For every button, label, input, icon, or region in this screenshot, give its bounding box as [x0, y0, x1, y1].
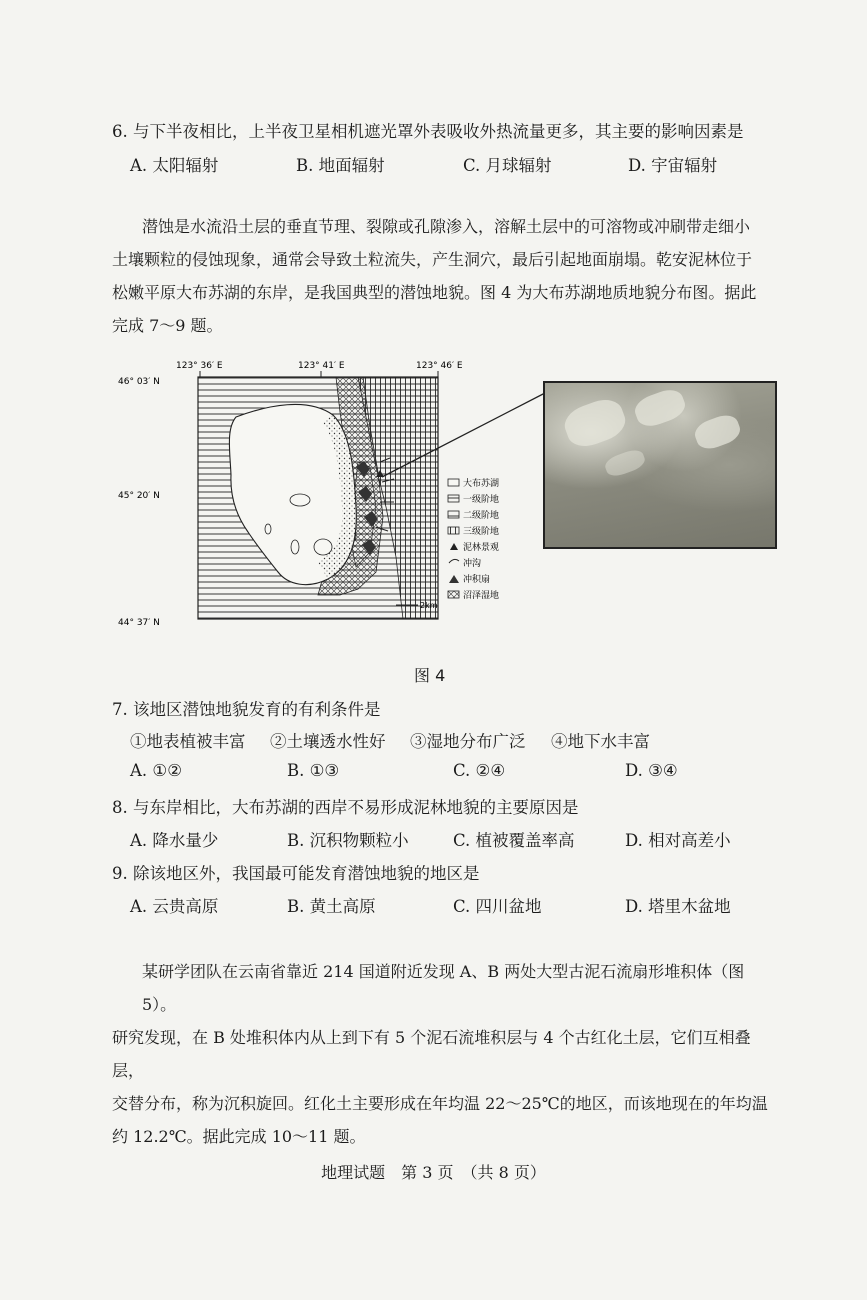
- q7-option-d: D. ③④: [625, 761, 678, 780]
- q6-stem: 6. 与下半夜相比，上半夜卫星相机遮光罩外表吸收外热流量更多，其主要的影响因素是: [112, 122, 744, 141]
- passage-line: 松嫩平原大布苏湖的东岸，是我国典型的潜蚀地貌。图 4 为大布苏湖地质地貌分布图。据此: [112, 283, 757, 302]
- legend-label: 三级阶地: [463, 527, 500, 537]
- scale-label: 2km: [420, 601, 438, 610]
- passage-line: 某研学团队在云南省靠近 214 国道附近发现 A、B 两处大型古泥石流扇形堆积体（图 5）。: [142, 962, 745, 1014]
- photo-texture: [603, 447, 647, 479]
- q7-option-b: B. ①③: [287, 761, 340, 780]
- legend-swatch-lake: [448, 479, 459, 486]
- island: [291, 540, 299, 554]
- q6-option-b: B. 地面辐射: [296, 156, 385, 175]
- q7-condition-1: ①地表植被丰富: [130, 732, 246, 751]
- q7-option-a: A. ①②: [130, 761, 182, 780]
- q8-option-a: A. 降水量少: [130, 831, 219, 850]
- island: [290, 494, 310, 506]
- legend-label: 冲沟: [463, 559, 482, 569]
- passage-10-11: [112, 955, 780, 1153]
- legend-label: 冲积扇: [463, 575, 491, 585]
- legend-label: 一级阶地: [463, 495, 500, 505]
- q7-option-c: C. ②④: [453, 761, 506, 780]
- q7-condition-2: ②土壤透水性好: [270, 732, 386, 751]
- q7-condition-4: ④地下水丰富: [551, 732, 650, 751]
- photo-texture: [560, 394, 630, 452]
- passage-line: 约 12.2℃。据此完成 10～11 题。: [112, 1127, 366, 1146]
- q8-stem: 8. 与东岸相比，大布苏湖的西岸不易形成泥林地貌的主要原因是: [112, 798, 579, 817]
- legend-swatch-marsh: [448, 591, 459, 598]
- q6-option-c: C. 月球辐射: [463, 156, 552, 175]
- passage-line: 交替分布，称为沉积旋回。红化土主要形成在年均温 22～25℃的地区，而该地现在的年均温: [112, 1094, 768, 1113]
- lat-label: 46° 03′ N: [118, 377, 160, 387]
- legend-swatch-terrace3: [448, 527, 459, 534]
- island: [265, 524, 271, 534]
- legend-swatch-mud-forest: [450, 543, 458, 550]
- q6-option-a: A. 太阳辐射: [130, 156, 219, 175]
- page-footer: 地理试题 第 3 页 （共 8 页）: [321, 1163, 546, 1182]
- q9-option-b: B. 黄土高原: [287, 897, 376, 916]
- island: [314, 539, 332, 555]
- legend-label: 泥林景观: [463, 543, 500, 553]
- q9-stem: 9. 除该地区外，我国最可能发育潜蚀地貌的地区是: [112, 864, 480, 883]
- lon-label: 123° 36′ E: [176, 361, 223, 371]
- lat-label: 45° 20′ N: [118, 491, 160, 501]
- lon-label: 123° 46′ E: [416, 361, 463, 371]
- passage-7-9: [112, 210, 780, 342]
- passage-line: 潜蚀是水流沿土层的垂直节理、裂隙或孔隙渗入，溶解土层中的可溶物或冲刷带走细小: [142, 217, 751, 236]
- passage-line: 完成 7～9 题。: [112, 316, 223, 335]
- photo-texture: [692, 411, 744, 453]
- legend-swatch-fan: [449, 575, 459, 583]
- q8-option-c: C. 植被覆盖率高: [453, 831, 575, 850]
- legend-label: 二级阶地: [463, 511, 500, 521]
- legend-swatch-terrace2: [448, 511, 459, 518]
- figure-caption: 图 4: [414, 666, 446, 685]
- legend-swatch-terrace1: [448, 495, 459, 502]
- passage-line: 研究发现，在 B 处堆积体内从上到下有 5 个泥石流堆积层与 4 个古红化土层，它们互相叠层，: [112, 1028, 751, 1080]
- geology-map: [118, 357, 558, 637]
- q6-option-d: D. 宇宙辐射: [628, 156, 718, 175]
- legend: [448, 477, 499, 601]
- legend-label: 沼泽湿地: [463, 591, 500, 601]
- q9-option-a: A. 云贵高原: [130, 897, 219, 916]
- passage-line: 土壤颗粒的侵蚀现象，通常会导致土粒流失，产生洞穴，最后引起地面崩塌。乾安泥林位于: [112, 250, 753, 269]
- q8-option-d: D. 相对高差小: [625, 831, 731, 850]
- q9-option-d: D. 塔里木盆地: [625, 897, 731, 916]
- q7-condition-3: ③湿地分布广泛: [410, 732, 526, 751]
- q7-stem: 7. 该地区潜蚀地貌发育的有利条件是: [112, 700, 381, 719]
- q9-option-c: C. 四川盆地: [453, 897, 542, 916]
- legend-label: 大布苏湖: [463, 479, 500, 489]
- lat-label: 44° 37′ N: [118, 618, 160, 628]
- lon-label: 123° 41′ E: [298, 361, 345, 371]
- q8-option-b: B. 沉积物颗粒小: [287, 831, 409, 850]
- photo-texture: [631, 385, 688, 430]
- legend-swatch-gully: [449, 559, 459, 563]
- mud-forest-photo: [543, 381, 777, 549]
